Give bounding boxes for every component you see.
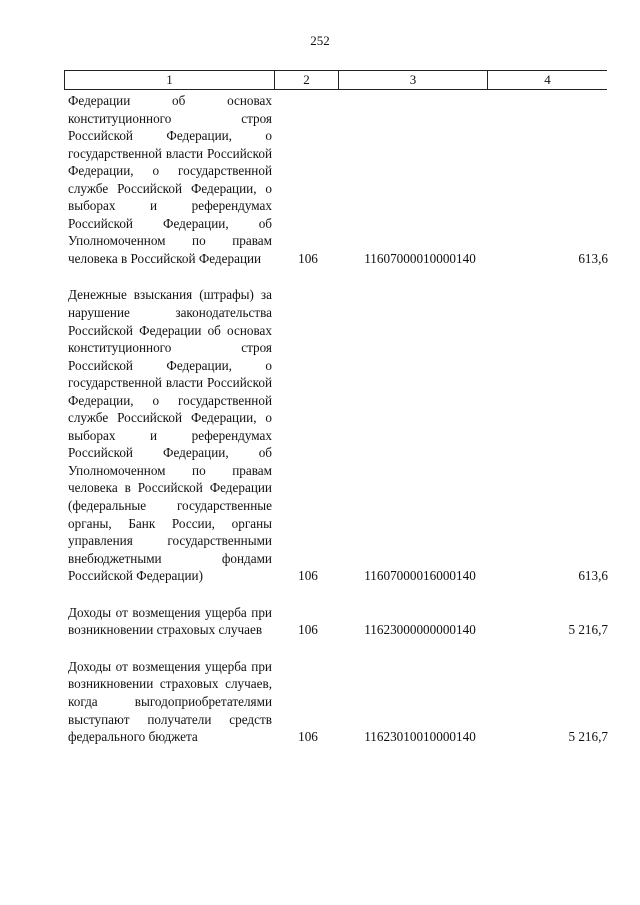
table-row [68, 658, 608, 746]
row-amount: 5 216,7 [568, 729, 608, 745]
row-description: Доходы от возмещения ущерба при возникновении страховых случаев, когда выгодоприобретателями выступают получатели средств федерального бюджета [68, 658, 272, 745]
row-amount: 613,6 [578, 250, 608, 266]
column-header-2: 2 [275, 71, 339, 89]
row-kbk-code: 11607000010000140 [364, 250, 476, 266]
table-body [68, 92, 608, 765]
page-number: 252 [310, 33, 330, 48]
table-column-header [64, 70, 607, 90]
row-kbk-code: 11623010010000140 [364, 729, 476, 745]
table-row [68, 286, 608, 584]
row-kbk-code: 11623000000000140 [364, 622, 476, 638]
row-description: Денежные взыскания (штрафы) за нарушение законодательства Российской Федерации об основах конституционного строя Российской Федерации, о государственной власти Российской Федерации, о государственной службе Российской Федерации, о выборах и референдумах Российской Федерации, об Уполномоченном по правам человека в Российской Федерации (федеральные государственные органы, Банк России, органы управления государственными внебюджетными фондами Российской Федерации) [68, 287, 272, 584]
column-header-4: 4 [544, 72, 551, 87]
row-amount: 5 216,7 [568, 622, 608, 638]
table-row [68, 92, 608, 267]
row-kbk-code: 11607000016000140 [364, 568, 476, 584]
row-admin-code: 106 [298, 568, 318, 584]
row-admin-code: 106 [298, 729, 318, 745]
row-amount: 613,6 [578, 568, 608, 584]
column-header-3: 3 [339, 71, 488, 89]
row-admin-code: 106 [298, 250, 318, 266]
row-description: Доходы от возмещения ущерба при возникновении страховых случаев [68, 604, 272, 638]
row-admin-code: 106 [298, 622, 318, 638]
row-description: Федерации об основах конституционного строя Российской Федерации, о государственной власти Российской Федерации, о государственной службе Российской Федерации, о выборах и референдумах Российской Федерации, об Уполномоченном по правам человека в Российской Федерации [68, 93, 272, 266]
column-header-1: 1 [65, 71, 275, 89]
table-row [68, 604, 608, 639]
